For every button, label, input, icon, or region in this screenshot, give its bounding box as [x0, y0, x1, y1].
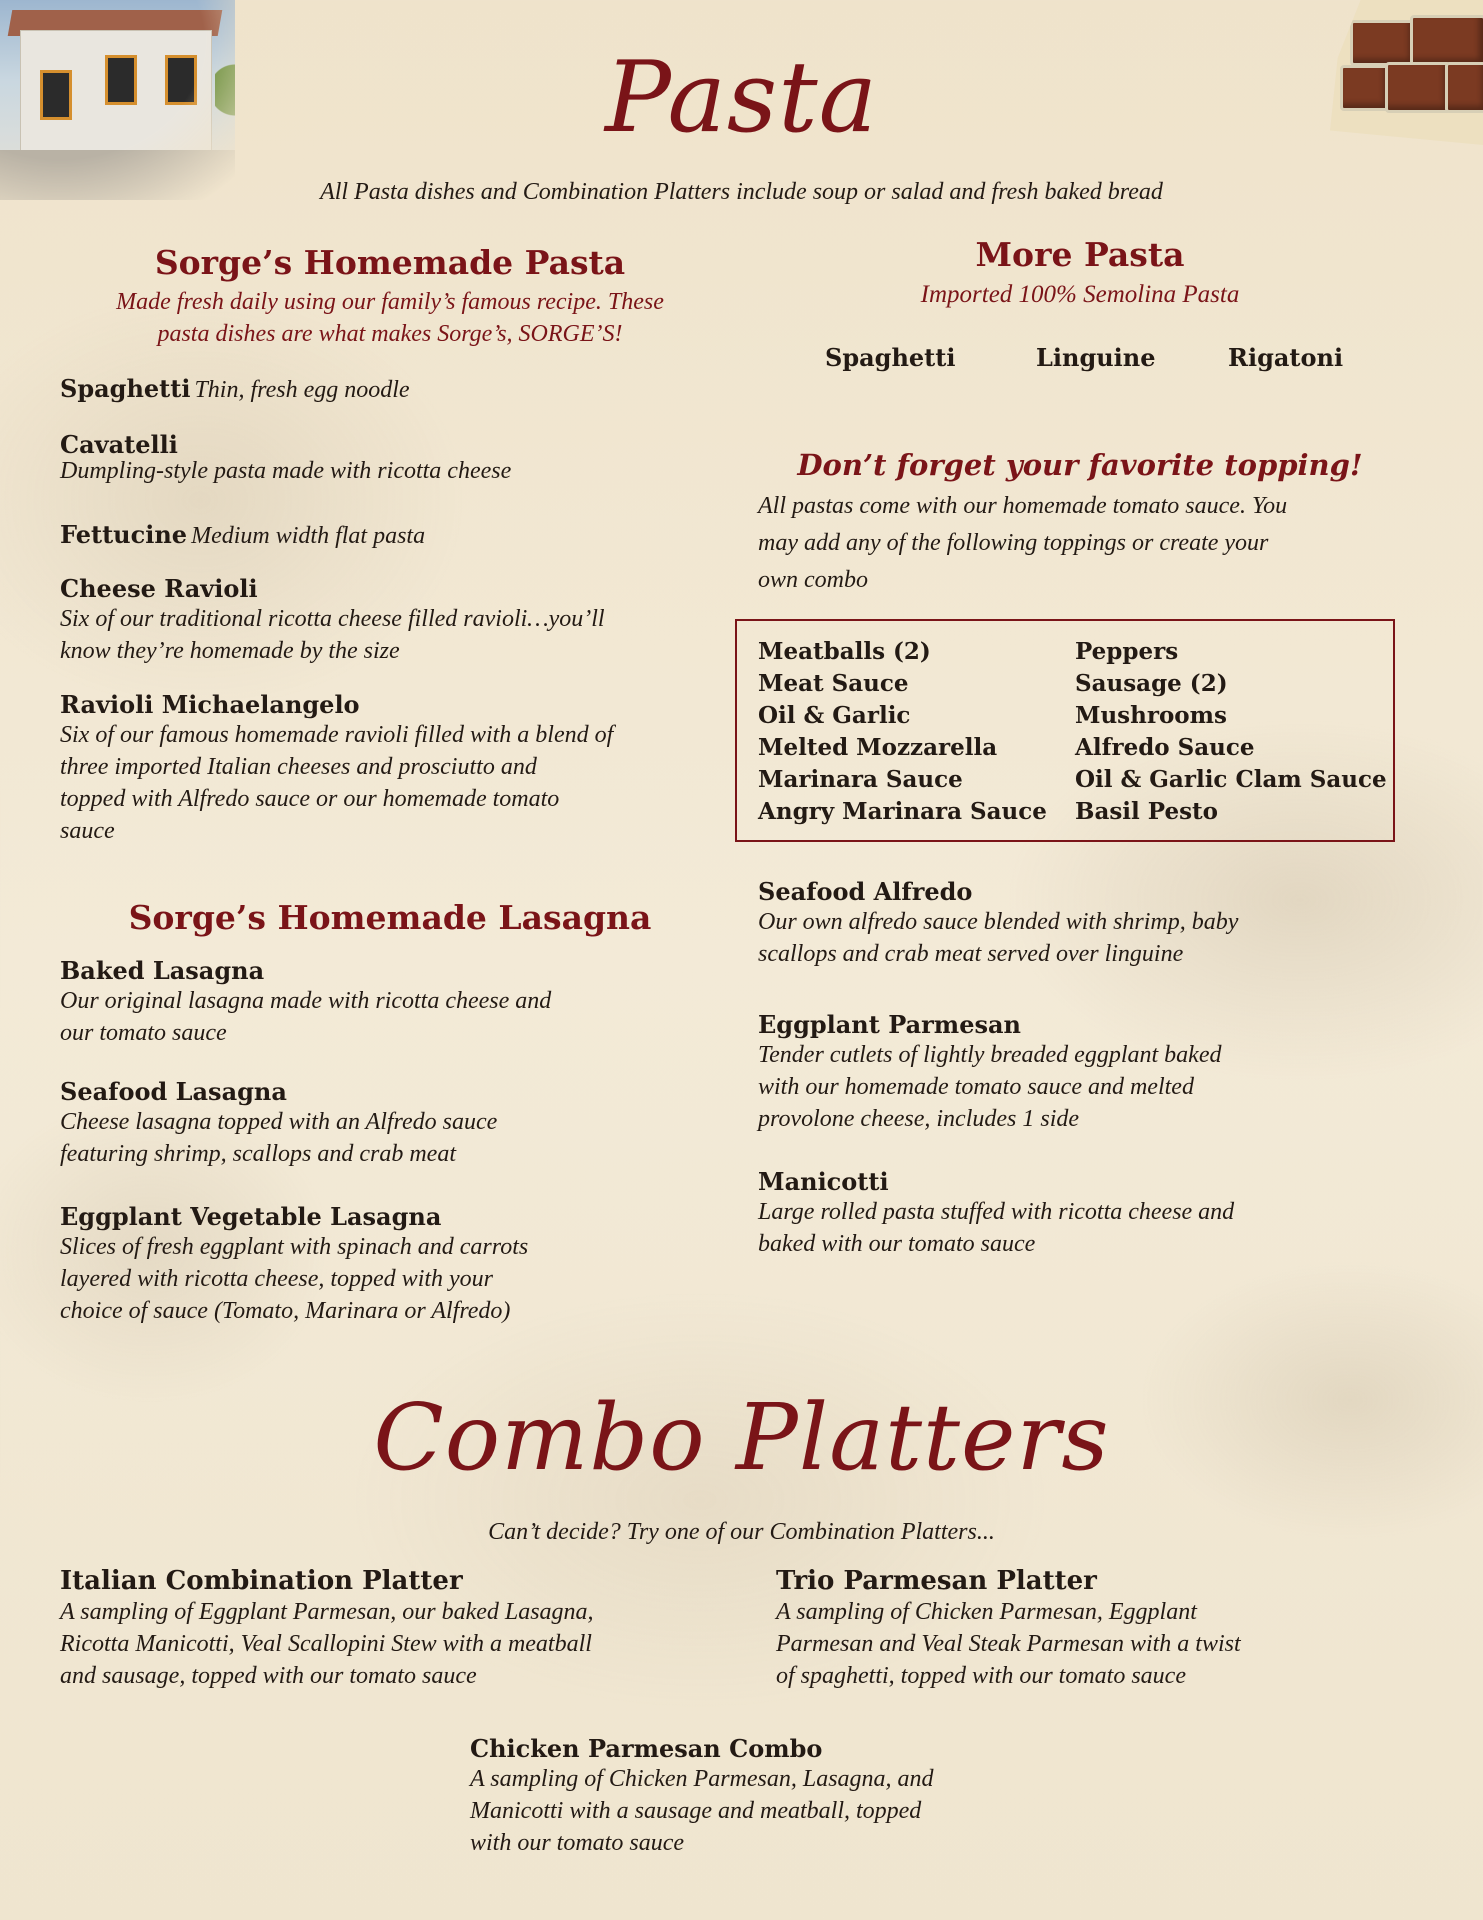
item-desc: Our own alfredo sauce blended with shrimp, baby scallops and crab meat served over linguine — [758, 909, 1239, 967]
menu-item — [60, 1202, 528, 1327]
topping-item: Sausage (2) — [1075, 670, 1228, 697]
topping-item: Mushrooms — [1075, 702, 1227, 729]
item-desc: Medium width flat pasta — [191, 523, 426, 549]
menu-item — [758, 877, 1238, 970]
page-title: Pasta — [604, 41, 879, 155]
more-pasta-heading: More Pasta — [975, 235, 1185, 274]
item-name: Chicken Parmesan Combo — [470, 1734, 823, 1763]
topping-item: Oil & Garlic — [758, 702, 911, 729]
item-name: Seafood Lasagna — [60, 1077, 287, 1106]
menu-item — [60, 374, 410, 406]
toppings-heading: Don’t forget your favorite topping! — [797, 448, 1363, 482]
lasagna-heading: Sorge’s Homemade Lasagna — [128, 898, 652, 937]
combo-title: Combo Platters — [373, 1384, 1110, 1491]
item-desc: Six of our traditional ricotta cheese filled ravioli…you’ll know they’re homemade by the size — [60, 606, 605, 664]
topping-item: Meatballs (2) — [758, 638, 931, 665]
toppings-intro: All pastas come with our homemade tomato sauce. You may add any of the following toppings or create your own combo — [758, 493, 1288, 593]
item-name: Cavatelli — [60, 430, 178, 459]
topping-item: Alfredo Sauce — [1075, 734, 1255, 761]
pasta-type: Rigatoni — [1228, 343, 1344, 372]
item-desc: Thin, fresh egg noodle — [194, 377, 410, 403]
topping-item: Basil Pesto — [1075, 798, 1218, 825]
menu-item — [60, 520, 425, 552]
toppings-list-right — [1075, 636, 1387, 828]
menu-item — [60, 1077, 497, 1170]
pasta-type: Spaghetti — [825, 343, 956, 372]
item-name: Seafood Alfredo — [758, 877, 973, 906]
topping-item: Peppers — [1075, 638, 1179, 665]
item-name: Fettucine — [60, 520, 188, 549]
topping-item: Angry Marinara Sauce — [758, 798, 1047, 825]
item-desc: A sampling of Chicken Parmesan, Lasagna, and Manicotti with a sausage and meatball, topped with our tomato sauce — [470, 1766, 934, 1856]
item-name: Baked Lasagna — [60, 956, 265, 985]
combo-tagline: Can’t decide? Try one of our Combination Platters... — [488, 1519, 995, 1545]
item-name: Manicotti — [758, 1167, 889, 1196]
menu-item — [776, 1566, 1241, 1692]
homemade-tagline: Made fresh daily using our family’s famous recipe. These pasta dishes are what makes Sorge’s, SORGE’S! — [116, 289, 664, 347]
menu-item — [60, 430, 511, 487]
topping-item: Marinara Sauce — [758, 766, 963, 793]
menu-item — [60, 956, 551, 1049]
menu-item — [60, 574, 605, 667]
topping-item: Oil & Garlic Clam Sauce — [1075, 766, 1387, 793]
homemade-pasta-heading: Sorge’s Homemade Pasta — [154, 243, 626, 282]
menu-item — [758, 1010, 1221, 1135]
page-subtitle: All Pasta dishes and Combination Platters include soup or salad and fresh baked bread — [320, 179, 1163, 205]
toppings-list-left — [758, 636, 1047, 828]
menu-item — [60, 690, 613, 847]
pasta-type: Linguine — [1036, 343, 1156, 372]
item-desc: A sampling of Chicken Parmesan, Eggplant Parmesan and Veal Steak Parmesan with a twist of spaghetti, topped with our tomato sauce — [776, 1599, 1241, 1689]
item-name: Italian Combination Platter — [60, 1566, 463, 1596]
topping-item: Meat Sauce — [758, 670, 909, 697]
menu-item — [758, 1167, 1234, 1260]
item-desc: A sampling of Eggplant Parmesan, our baked Lasagna, Ricotta Manicotti, Veal Scallopini Stew with a meatball and sausage, topped with our tomato sauce — [60, 1599, 594, 1689]
item-desc: Tender cutlets of lightly breaded eggplant baked with our homemade tomato sauce and melted provolone cheese, includes 1 side — [758, 1042, 1222, 1132]
item-name: Eggplant Vegetable Lasagna — [60, 1202, 442, 1231]
item-name: Ravioli Michaelangelo — [60, 690, 360, 719]
item-desc: Cheese lasagna topped with an Alfredo sauce featuring shrimp, scallops and crab meat — [60, 1109, 498, 1167]
topping-item: Melted Mozzarella — [758, 734, 998, 761]
menu-item — [60, 1566, 594, 1692]
item-name: Cheese Ravioli — [60, 574, 258, 603]
item-desc: Large rolled pasta stuffed with ricotta cheese and baked with our tomato sauce — [758, 1199, 1235, 1257]
item-desc: Slices of fresh eggplant with spinach and carrots layered with ricotta cheese, topped with your choice of sauce (Tomato, Marinara or Alfredo) — [60, 1234, 529, 1324]
item-desc: Our original lasagna made with ricotta cheese and our tomato sauce — [60, 988, 552, 1046]
menu-item — [470, 1734, 934, 1859]
item-name: Eggplant Parmesan — [758, 1010, 1021, 1039]
more-pasta-subheading: Imported 100% Semolina Pasta — [920, 281, 1240, 308]
item-desc: Dumpling-style pasta made with ricotta cheese — [60, 458, 512, 484]
item-name: Spaghetti — [60, 374, 191, 403]
item-name: Trio Parmesan Platter — [776, 1566, 1097, 1596]
item-desc: Six of our famous homemade ravioli filled with a blend of three imported Italian cheeses and prosciutto and topped with Alfredo sauce or our homemade tomato sauce — [60, 722, 614, 844]
